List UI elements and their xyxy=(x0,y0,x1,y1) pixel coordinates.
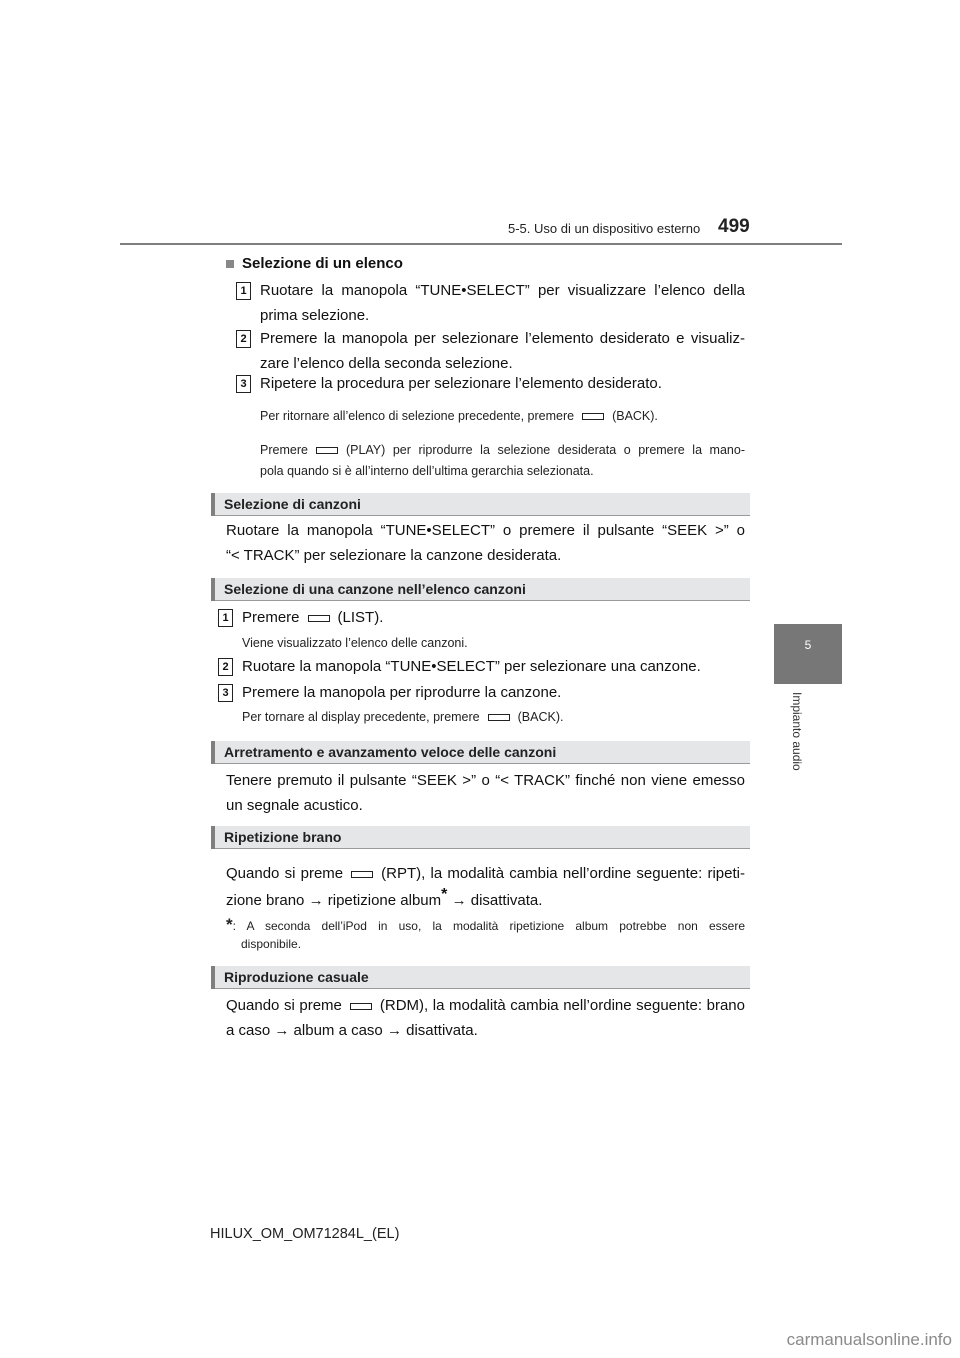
header-divider xyxy=(120,243,842,245)
section-bar-repeat xyxy=(211,826,750,849)
shuffle-line-2 xyxy=(226,1018,745,1043)
footnote-line-1 xyxy=(226,916,745,935)
play-button-icon xyxy=(316,447,338,454)
song-selection-line-1: Ruotare la manopola “TUNE•SELECT” o premere il pulsante “SEEK >” o xyxy=(226,522,745,539)
sub-heading-list-selection xyxy=(226,255,403,272)
song-list-step-1-text: Premere xyxy=(242,609,300,626)
repeat-line-1 xyxy=(226,860,745,887)
arrow-icon: → xyxy=(386,1022,402,1039)
song-selection-text xyxy=(226,518,745,568)
song-list-step-1 xyxy=(242,605,745,630)
repeat-line-2 xyxy=(226,887,745,914)
repeat-text-c: zione brano xyxy=(226,892,305,909)
chapter-tab xyxy=(774,624,842,684)
section-accent xyxy=(211,493,215,516)
note-back-text: Per ritornare all’elenco di selezione precedente, premere xyxy=(260,409,575,423)
song-selection-line-2: “< TRACK” per selezionare la canzone desiderata. xyxy=(226,547,562,564)
step-2-line-2: zare l’elenco della seconda selezione. xyxy=(260,355,513,372)
arrow-icon: → xyxy=(308,892,324,909)
back-button-icon xyxy=(582,413,604,420)
repeat-footnote xyxy=(226,916,745,953)
note-back xyxy=(260,406,745,427)
step-badge-2: 2 xyxy=(236,330,251,348)
chapter-label-text: Impianto audio xyxy=(790,692,804,771)
section-accent xyxy=(211,578,215,601)
step-badge-3: 3 xyxy=(236,375,251,393)
step-1-line-2: prima selezione. xyxy=(260,307,370,324)
section-accent xyxy=(211,826,215,849)
shuffle-text-e: disattivata. xyxy=(406,1022,478,1039)
note-back-label: (BACK). xyxy=(612,409,658,423)
repeat-text-d: ripetizione album xyxy=(327,892,442,909)
fast-line-2: un segnale acustico. xyxy=(226,797,363,814)
square-bullet-icon xyxy=(226,260,234,268)
note-play-text-a: Premere xyxy=(260,443,308,457)
section-title: Riproduzione casuale xyxy=(224,969,369,985)
step-1-text xyxy=(260,278,745,328)
song-list-step-1-note: Viene visualizzato l’elenco delle canzoni. xyxy=(242,636,468,650)
section-accent xyxy=(211,966,215,989)
chapter-number: 5 xyxy=(804,638,812,652)
step-badge-3: 3 xyxy=(218,684,233,702)
note-play-line-2: pola quando si è all’interno dell’ultima gerarchia selezionata. xyxy=(260,464,594,478)
step-1-line-1: Ruotare la manopola “TUNE•SELECT” per visualizzare l’elenco della xyxy=(260,282,745,299)
section-bar-fast xyxy=(211,741,750,764)
list-button-icon xyxy=(308,615,330,622)
note-play xyxy=(260,440,745,482)
song-list-step-3-note xyxy=(242,707,745,728)
back-button-icon xyxy=(488,714,510,721)
fast-text xyxy=(226,768,745,818)
header-section-title: 5-5. Uso di un dispositivo esterno xyxy=(508,221,701,236)
document-code: HILUX_OM_OM71284L_(EL) xyxy=(210,1226,400,1242)
watermark: carmanualsonline.info xyxy=(786,1330,952,1349)
step-3-line-1: Ripetere la procedura per selezionare l’elemento desiderato. xyxy=(260,375,662,392)
footnote-line-2: disponibile. xyxy=(241,937,302,951)
step-2-text xyxy=(260,326,745,376)
repeat-text xyxy=(226,860,745,914)
step-badge-1: 1 xyxy=(218,609,233,627)
section-bar-song-selection xyxy=(211,493,750,516)
section-title: Ripetizione brano xyxy=(224,829,342,845)
asterisk-mark: * xyxy=(441,886,448,903)
repeat-text-a: Quando si preme xyxy=(226,865,344,882)
shuffle-text-d: album a caso xyxy=(293,1022,383,1039)
rdm-button-icon xyxy=(350,1003,372,1010)
shuffle-line-1 xyxy=(226,993,745,1018)
step-badge-2: 2 xyxy=(218,658,233,676)
arrow-icon: → xyxy=(274,1022,290,1039)
step-2-line-1: Premere la manopola per selezionare l’elemento desiderato e visualiz- xyxy=(260,330,745,347)
fast-line-1: Tenere premuto il pulsante “SEEK >” o “< TRACK” finché non viene emesso xyxy=(226,772,745,789)
shuffle-text xyxy=(226,993,745,1043)
rpt-button-icon xyxy=(351,871,373,878)
section-title: Selezione di canzoni xyxy=(224,496,361,512)
repeat-text-b: (RPT), la modalità cambia nell’ordine seguente: ripeti- xyxy=(381,865,745,882)
note-play-line-1 xyxy=(260,440,745,461)
repeat-text-e: disattivata. xyxy=(470,892,543,909)
sub-heading-text: Selezione di un elenco xyxy=(242,255,403,272)
section-title: Arretramento e avanzamento veloce delle canzoni xyxy=(224,744,557,760)
song-list-step-2: Ruotare la manopola “TUNE•SELECT” per selezionare una canzone. xyxy=(242,658,701,675)
page-number: 499 xyxy=(718,216,750,237)
shuffle-text-b: (RDM), la modalità cambia nell’ordine seguente: brano xyxy=(379,997,745,1014)
song-list-note-label: (BACK). xyxy=(517,710,564,724)
footnote-text-1: : A seconda dell’iPod in uso, la modalità ripetizione album potrebbe non essere xyxy=(232,919,745,933)
step-badge-1: 1 xyxy=(236,282,251,300)
section-accent xyxy=(211,741,215,764)
step-3-text xyxy=(260,371,745,396)
shuffle-text-c: a caso xyxy=(226,1022,271,1039)
arrow-icon: → xyxy=(451,892,467,909)
note-play-text-b: (PLAY) per riprodurre la selezione desiderata o premere la mano- xyxy=(345,443,745,457)
shuffle-text-a: Quando si preme xyxy=(226,997,342,1014)
song-list-step-3: Premere la manopola per riprodurre la canzone. xyxy=(242,684,562,701)
song-list-step-1-label: (LIST). xyxy=(337,609,384,626)
section-bar-shuffle xyxy=(211,966,750,989)
song-list-note-text: Per tornare al display precedente, premere xyxy=(242,710,480,724)
chapter-label xyxy=(790,692,806,782)
section-title: Selezione di una canzone nell’elenco canzoni xyxy=(224,581,526,597)
section-bar-song-list xyxy=(211,578,750,601)
asterisk-mark: * xyxy=(226,915,233,934)
